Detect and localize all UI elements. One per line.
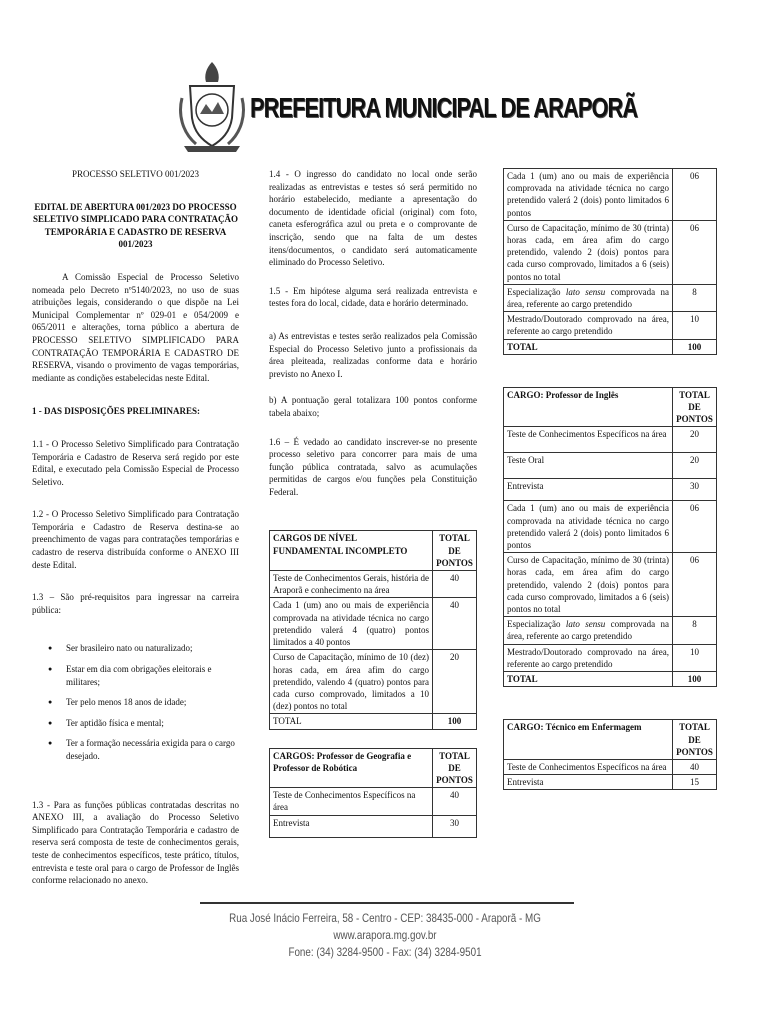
table-cell-points: 20 [673,427,717,453]
table-row [270,571,477,598]
table-cell-text: Especialização [507,619,566,630]
paragraph-1-6: 1.6 – É vedado ao candidato inscrever-se no presente processo seletivo para concorrer para mais de uma função pública contratada, salvo as acumulações permitidas de cargos e/ou funções pela Constituição Federal. [269,436,477,497]
column-3 [503,168,717,790]
table-cell-points: 40 [433,571,477,598]
table-ingles [503,387,717,687]
section-title: 1 - DAS DISPOSIÇÕES PRELIMINARES: [32,406,201,417]
table-row [504,312,717,339]
table-row [270,714,477,729]
table-row [270,748,477,788]
list-item: ● Ter aptidão física e mental; [32,717,239,730]
list-item: ● Ter pelo menos 18 anos de idade; [32,696,239,709]
table-cell-points: 15 [673,775,717,790]
table-row [270,788,477,815]
table-cell: TOTAL [270,714,433,729]
table-cell: Teste de Conhecimentos Específicos na área [504,427,673,453]
table-row [504,339,717,354]
table-cell: Curso de Capacitação, mínimo de 30 (trinta) horas cada, em área afim do cargo pretendido, valendo 2 (dois) pontos para cada curso comprovado, limitados a 6 (seis) pontos no total [504,553,673,617]
table-cell: Teste de Conhecimentos Específicos na área [504,759,673,774]
footer-website: www.arapora.mg.gov.br [333,928,437,942]
table-cell-points: 30 [433,815,477,837]
table-cell-italic: lato sensu [565,286,606,297]
table-cell-points: 40 [433,598,477,650]
points-header: TOTAL DE PONTOS [433,748,477,788]
table-cell-points: 40 [433,788,477,815]
table-header: CARGO: Técnico em Enfermagem [504,720,673,760]
table-cell-points: 06 [673,501,717,553]
table-enfermagem [503,719,717,790]
table-cell-points: 10 [673,644,717,671]
page-title: PREFEITURA MUNICIPAL DE ARAPORÃ [250,92,638,123]
table-row [504,617,717,644]
table-cell: Entrevista [504,479,673,501]
table-cell-points: 8 [673,284,717,311]
table-row [504,501,717,553]
table-row [504,453,717,479]
footer-address: Rua José Inácio Ferreira, 58 - Centro - CEP: 38435-000 - Araporã - MG [229,911,541,925]
paragraph-1-3: 1.3 – São pré-requisitos para ingressar na carreira pública: [32,592,239,615]
table-cell-points: 10 [673,312,717,339]
table-cell: Entrevista [504,775,673,790]
table-cell: Teste de Conhecimentos Gerais, história de Araporã e conhecimento na área [270,571,433,598]
requirements-list [32,642,239,762]
table-row [270,815,477,837]
edital-title: EDITAL DE ABERTURA 001/2023 DO PROCESSO SELETIVO SIMPLICADO PARA CONTRATAÇÃO TEMPORÁRIA E CADASTRO DE RESERVA 001/2023 [32,201,239,250]
table-row [270,598,477,650]
list-item: ● Ter a formação necessária exigida para o cargo desejado. [32,737,239,762]
points-header: TOTAL DE PONTOS [673,387,717,427]
table-cell: Teste Oral [504,453,673,479]
points-header: TOTAL DE PONTOS [673,720,717,760]
table-cell-points: 100 [673,672,717,687]
paragraph-a: a) As entrevistas e testes serão realizados pela Comissão Especial do Processo Seletivo junto a profissionais da área pleiteada, realizadas conforme data e horário previsto no Anexo I. [269,330,477,379]
processo-title: PROCESSO SELETIVO 001/2023 [71,169,199,179]
table-cell [504,617,673,644]
table-header: CARGOS DE NÍVEL FUNDAMENTAL INCOMPLETO [270,531,433,571]
points-header: TOTAL DE PONTOS [433,531,477,571]
table-cell: Curso de Capacitação, mínimo de 30 (trinta) horas cada, em área afim do cargo pretendido, valendo 2 (dois) pontos para cada curso comprovado, limitados a 6 (seis) pontos no total [504,220,673,284]
table-row [270,531,477,571]
table-cell: TOTAL [504,672,673,687]
table-cell-italic: lato sensu [565,619,606,630]
table-cell: Cada 1 (um) ano ou mais de experiência comprovada na atividade técnica no cargo pretendido valerá 4 (quatro) pontos limitados a 40 pontos [270,598,433,650]
table-header: CARGOS: Professor de Geografia e Professor de Robótica [270,748,433,788]
table-fundamental [269,530,477,729]
column-1 [32,168,239,887]
paragraph-1-3b: 1.3 - Para as funções públicas contratadas descritas no ANEXO III, a avaliação do Processo Seletivo Simplificado para Contratação Temporária e cadastro de reserva será composta de teste de conhecimentos gerais, teste de conhecimentos específicos, teste prático, títulos, entrevista e teste oral para o cargo de Professor de Inglês conforme relacionado no anexo. [32,799,239,886]
footer-divider [200,902,574,904]
table-cell: Mestrado/Doutorado comprovado na área, referente ao cargo pretendido [504,644,673,671]
table-cell-points: 20 [433,650,477,714]
table-geografia-wrap [269,748,477,838]
table-cell: Entrevista [270,815,433,837]
table-header: CARGO: Professor de Inglês [504,387,673,427]
table-row [504,387,717,427]
paragraph-1-2: 1.2 - O Processo Seletivo Simplificado para Contratação Temporária e Cadastro de Reserva destina-se ao preenchimento de vagas para contratações temporárias e cadastro de reserva distribuída conforme o ANEXO III deste Edital. [32,509,239,570]
list-item: ● Estar em dia com obrigações eleitorais e militares; [32,663,239,688]
table-cell-text: Especialização [507,286,566,297]
table-cell [504,284,673,311]
table-cell: TOTAL [504,339,673,354]
table-cell-text: comprovada na área, referente ao cargo pretendido [507,619,669,642]
paragraph-1-5: 1.5 - Em hipótese alguma será realizada entrevista e testes fora do local, cidade, data e horário determinado. [269,285,477,309]
paragraph-b: b) A pontuação geral totalizara 100 pontos conforme tabela abaixo; [269,395,477,418]
paragraph-1-1: 1.1 - O Processo Seletivo Simplificado para Contratação Temporária e Cadastro de Reserva será regido por este Edital, e executado pela Comissão Especial de Processo Seletivo. [32,438,239,487]
table-cell-points: 30 [673,479,717,501]
table-cell: Cada 1 (um) ano ou mais de experiência comprovada na atividade técnica no cargo pretendido valerá 2 (dois) ponto limitados 6 pontos [504,169,673,221]
table-row [504,479,717,501]
table-cell-points: 8 [673,617,717,644]
table-cell-points: 06 [673,220,717,284]
table-row [504,427,717,453]
table-cell: Teste de Conhecimentos Específicos na área [270,788,433,815]
table-row [504,220,717,284]
table-cell-text: comprovada na área, referente ao cargo pretendido [507,286,669,310]
municipal-crest-icon [176,58,248,154]
table-cell-points: 100 [673,339,717,354]
table-row [504,169,717,221]
table-row [504,759,717,774]
footer [225,910,545,961]
table-row [504,720,717,760]
table-row [270,650,477,714]
column-2 [269,168,477,838]
table-row [504,553,717,617]
table-cell-points: 06 [673,169,717,221]
intro-paragraph: A Comissão Especial de Processo Seletivo nomeada pelo Decreto nº5140/2023, no uso de suas atribuições legais, considerando o que dispõe na Lei Municipal Complementar nº 029-01 e 054/2009 e 065/2011 e alterações, torna público a abertura de PROCESSO SELETIVO SIMPLIFICADO PARA CONTRATAÇÃO TEMPORÁRIA E CADASTRO DE RESERVA, visando o provimento de vagas temporárias, mediante as condições estabelecidas neste Edital. [32,271,239,383]
table-cell: Mestrado/Doutorado comprovado na área, referente ao cargo pretendido [504,312,673,339]
table-geografia [269,748,477,838]
table-row [504,775,717,790]
table-row [504,284,717,311]
footer-phone: Fone: (34) 3284-9500 - Fax: (34) 3284-9501 [288,945,482,959]
table-cell-points: 20 [673,453,717,479]
table-cell: Cada 1 (um) ano ou mais de experiência comprovada na atividade técnica no cargo pretendido valerá 2 (dois) ponto limitados 6 pontos [504,501,673,553]
table-row [504,672,717,687]
paragraph-1-4: 1.4 - O ingresso do candidato no local onde serão realizadas as entrevistas e testes só será permitido no horário estabelecido, mediante a apresentação do documento de identidade oficial (original) com foto, caneta esferográfica azul ou preta e o comprovante de inscrição, sendo que na falta de um destes itens/documentos, o candidato será automaticamente eliminado do Processo Seletivo. [269,169,477,268]
table-cell-points: 40 [673,759,717,774]
list-item: ● Ser brasileiro nato ou naturalizado; [32,642,239,655]
table-fundamental-wrap [269,530,477,729]
table-row [504,644,717,671]
table-continued [503,168,717,355]
table-cell-points: 100 [433,714,477,729]
table-cell-points: 06 [673,553,717,617]
table-cell: Curso de Capacitação, mínimo de 10 (dez) horas cada, em área afim do cargo pretendido, valendo 4 (quatro) pontos para cada curso comprovado, limitados a 10 (dez) pontos no total [270,650,433,714]
